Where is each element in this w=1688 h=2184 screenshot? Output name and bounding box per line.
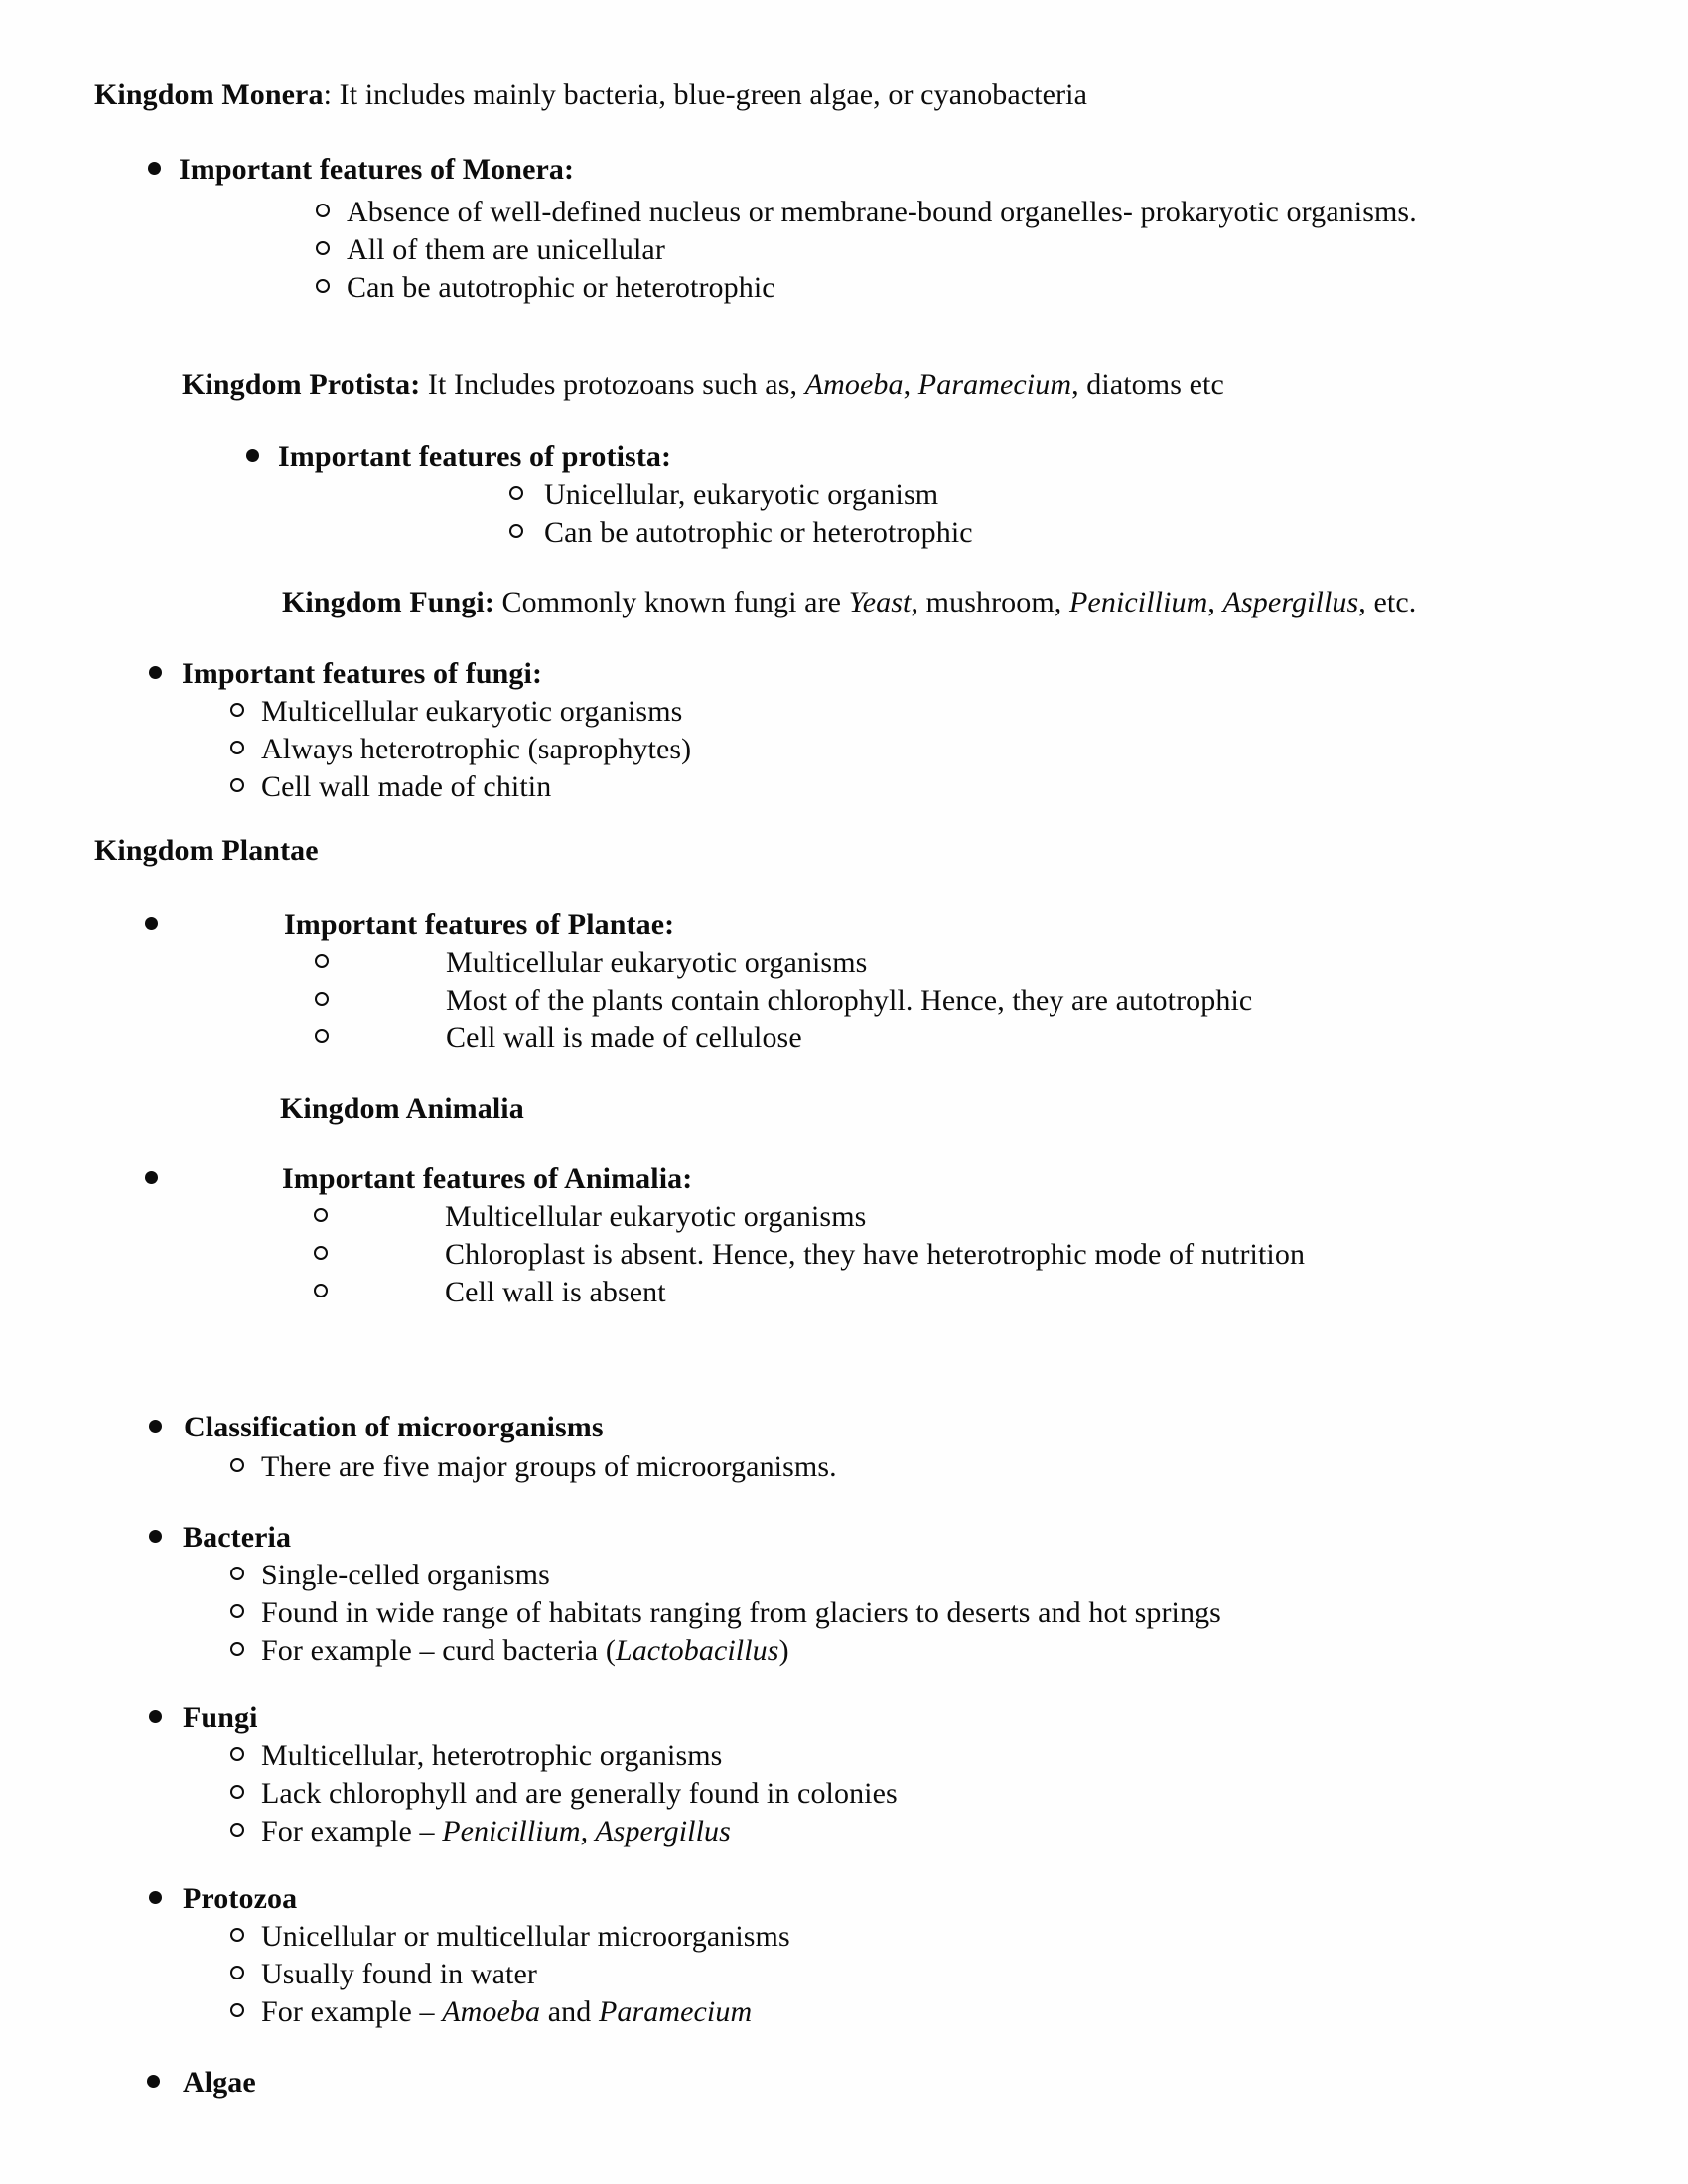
circle-bullet-icon <box>316 279 330 293</box>
text-run: and <box>540 1995 599 2028</box>
circle-bullet-icon <box>230 703 244 717</box>
fungi-feature-item <box>261 769 551 805</box>
circle-bullet-icon <box>316 241 330 255</box>
monera-feature-item <box>347 232 665 268</box>
text-run: There are five major groups of microorganisms. <box>261 1450 837 1483</box>
bacteria-item <box>261 1595 1221 1631</box>
classification-title <box>184 1410 604 1445</box>
circle-bullet-icon <box>230 1966 244 1979</box>
circle-bullet-icon <box>230 1604 244 1618</box>
monera-feature-item <box>347 195 1417 230</box>
text-run: Kingdom Protista: <box>182 368 421 401</box>
text-run: Most of the plants contain chlorophyll. Hence, they are autotrophic <box>446 984 1253 1017</box>
text-run: Chloroplast is absent. Hence, they have heterotrophic mode of nutrition <box>445 1238 1306 1271</box>
text-run: It Includes protozoans such as, <box>420 368 805 401</box>
protista-features-title <box>278 439 671 475</box>
circle-bullet-icon <box>315 992 329 1006</box>
circle-bullet-icon <box>230 1785 244 1799</box>
text-run: Found in wide range of habitats ranging from glaciers to deserts and hot springs <box>261 1596 1221 1629</box>
text-run: Important features of Plantae: <box>284 908 675 941</box>
disc-bullet-icon <box>149 666 162 679</box>
text-run: Kingdom Plantae <box>94 834 319 867</box>
fungi-feature-item <box>261 694 682 730</box>
text-run: Commonly known fungi are <box>493 586 849 618</box>
text-run: Always heterotrophic (saprophytes) <box>261 733 692 765</box>
bacteria-title <box>183 1520 291 1556</box>
text-run: For example – curd bacteria ( <box>261 1634 616 1667</box>
plantae-features-title <box>284 907 674 943</box>
text-run: Amoeba <box>442 1995 541 2028</box>
protista-feature-item <box>544 478 938 513</box>
circle-bullet-icon <box>509 524 523 538</box>
plantae-feature-item <box>446 945 867 981</box>
text-run: Multicellular, heterotrophic organisms <box>261 1739 723 1772</box>
fungi-feature-item <box>261 732 691 767</box>
text-run: Yeast <box>848 586 912 618</box>
text-run: , <box>903 368 918 401</box>
disc-bullet-icon <box>145 1171 158 1184</box>
fungi-group-item <box>261 1738 722 1774</box>
text-run: Absence of well-defined nucleus or membrane-bound organelles- prokaryotic organisms. <box>347 196 1417 228</box>
animalia-feature-item <box>445 1275 666 1310</box>
text-run: Kingdom Fungi: <box>282 586 494 618</box>
text-run: Important features of fungi: <box>182 657 543 690</box>
text-run: ) <box>778 1634 789 1667</box>
text-run: Amoeba <box>804 368 904 401</box>
disc-bullet-icon <box>149 1420 162 1433</box>
heading-kingdom-plantae <box>94 833 319 869</box>
animalia-features-title <box>282 1161 692 1197</box>
disc-bullet-icon <box>149 1530 162 1543</box>
text-run: Single-celled organisms <box>261 1559 550 1591</box>
circle-bullet-icon <box>230 1458 244 1472</box>
text-run: Paramecium <box>917 368 1072 401</box>
disc-bullet-icon <box>149 1891 162 1904</box>
bacteria-item <box>261 1633 789 1669</box>
plantae-feature-item <box>446 1021 802 1056</box>
text-run: For example – <box>261 1815 443 1847</box>
circle-bullet-icon <box>316 204 330 217</box>
text-run: Penicillium, Aspergillus <box>442 1815 731 1847</box>
fungi-features-title <box>182 656 542 692</box>
animalia-feature-item <box>445 1199 866 1235</box>
text-run: Bacteria <box>183 1521 292 1554</box>
text-run: Algae <box>183 2066 256 2099</box>
circle-bullet-icon <box>230 2003 244 2017</box>
text-run: Cell wall made of chitin <box>261 770 552 803</box>
circle-bullet-icon <box>315 1029 329 1043</box>
text-run: , mushroom, <box>911 586 1069 618</box>
protozoa-item <box>261 1957 537 1992</box>
fungi-group-item <box>261 1814 731 1849</box>
circle-bullet-icon <box>314 1284 328 1297</box>
circle-bullet-icon <box>230 1823 244 1837</box>
text-run: Unicellular, eukaryotic organism <box>544 478 939 511</box>
heading-kingdom-fungi <box>282 585 1416 620</box>
text-run: : It includes mainly bacteria, blue-green algae, or cyanobacteria <box>323 78 1088 111</box>
circle-bullet-icon <box>314 1246 328 1260</box>
text-run: Lack chlorophyll and are generally found in colonies <box>261 1777 898 1810</box>
text-run: Cell wall is absent <box>445 1276 666 1308</box>
disc-bullet-icon <box>147 2075 160 2088</box>
circle-bullet-icon <box>230 741 244 754</box>
text-run: All of them are unicellular <box>347 233 665 266</box>
disc-bullet-icon <box>148 162 161 175</box>
algae-title <box>183 2065 256 2101</box>
text-run: Fungi <box>183 1702 258 1734</box>
fungi-group-item <box>261 1776 898 1812</box>
monera-feature-item <box>347 270 775 306</box>
protozoa-item <box>261 1919 790 1955</box>
bacteria-item <box>261 1558 550 1593</box>
heading-kingdom-protista <box>182 367 1224 403</box>
text-run: Usually found in water <box>261 1958 537 1990</box>
animalia-feature-item <box>445 1237 1305 1273</box>
protista-feature-item <box>544 515 973 551</box>
text-run: Important features of Animalia: <box>282 1162 693 1195</box>
monera-features-title <box>179 152 574 188</box>
classification-item <box>261 1449 837 1485</box>
protozoa-title <box>183 1881 297 1917</box>
heading-kingdom-monera <box>94 77 1087 113</box>
disc-bullet-icon <box>149 1710 162 1723</box>
protozoa-item <box>261 1994 752 2030</box>
text-run: Multicellular eukaryotic organisms <box>446 946 868 979</box>
text-run: Kingdom Animalia <box>280 1092 524 1125</box>
text-run: Multicellular eukaryotic organisms <box>445 1200 867 1233</box>
text-run: Classification of microorganisms <box>184 1411 604 1443</box>
text-run: Important features of Monera: <box>179 153 575 186</box>
heading-kingdom-animalia <box>280 1091 524 1127</box>
plantae-feature-item <box>446 983 1252 1019</box>
text-run: Kingdom Monera <box>94 78 324 111</box>
text-run: Can be autotrophic or heterotrophic <box>544 516 973 549</box>
text-run: Lactobacillus <box>615 1634 779 1667</box>
text-run: Can be autotrophic or heterotrophic <box>347 271 775 304</box>
circle-bullet-icon <box>315 954 329 968</box>
circle-bullet-icon <box>230 1747 244 1761</box>
text-run: Multicellular eukaryotic organisms <box>261 695 683 728</box>
circle-bullet-icon <box>509 486 523 500</box>
text-run: Unicellular or multicellular microorganisms <box>261 1920 790 1953</box>
circle-bullet-icon <box>314 1208 328 1222</box>
circle-bullet-icon <box>230 1928 244 1942</box>
disc-bullet-icon <box>145 917 158 930</box>
text-run: Penicillium <box>1069 586 1208 618</box>
circle-bullet-icon <box>230 1567 244 1580</box>
text-run: , <box>1207 586 1223 618</box>
text-run: Aspergillus <box>1222 586 1359 618</box>
circle-bullet-icon <box>230 1642 244 1656</box>
fungi-group-title <box>183 1701 258 1736</box>
disc-bullet-icon <box>246 449 259 462</box>
text-run: For example – <box>261 1995 443 2028</box>
text-run: Protozoa <box>183 1882 298 1915</box>
text-run: Cell wall is made of cellulose <box>446 1022 802 1054</box>
text-run: , etc. <box>1358 586 1417 618</box>
text-run: Important features of protista: <box>278 440 672 473</box>
text-run: Paramecium <box>598 1995 753 2028</box>
text-run: , diatoms etc <box>1071 368 1224 401</box>
circle-bullet-icon <box>230 778 244 792</box>
